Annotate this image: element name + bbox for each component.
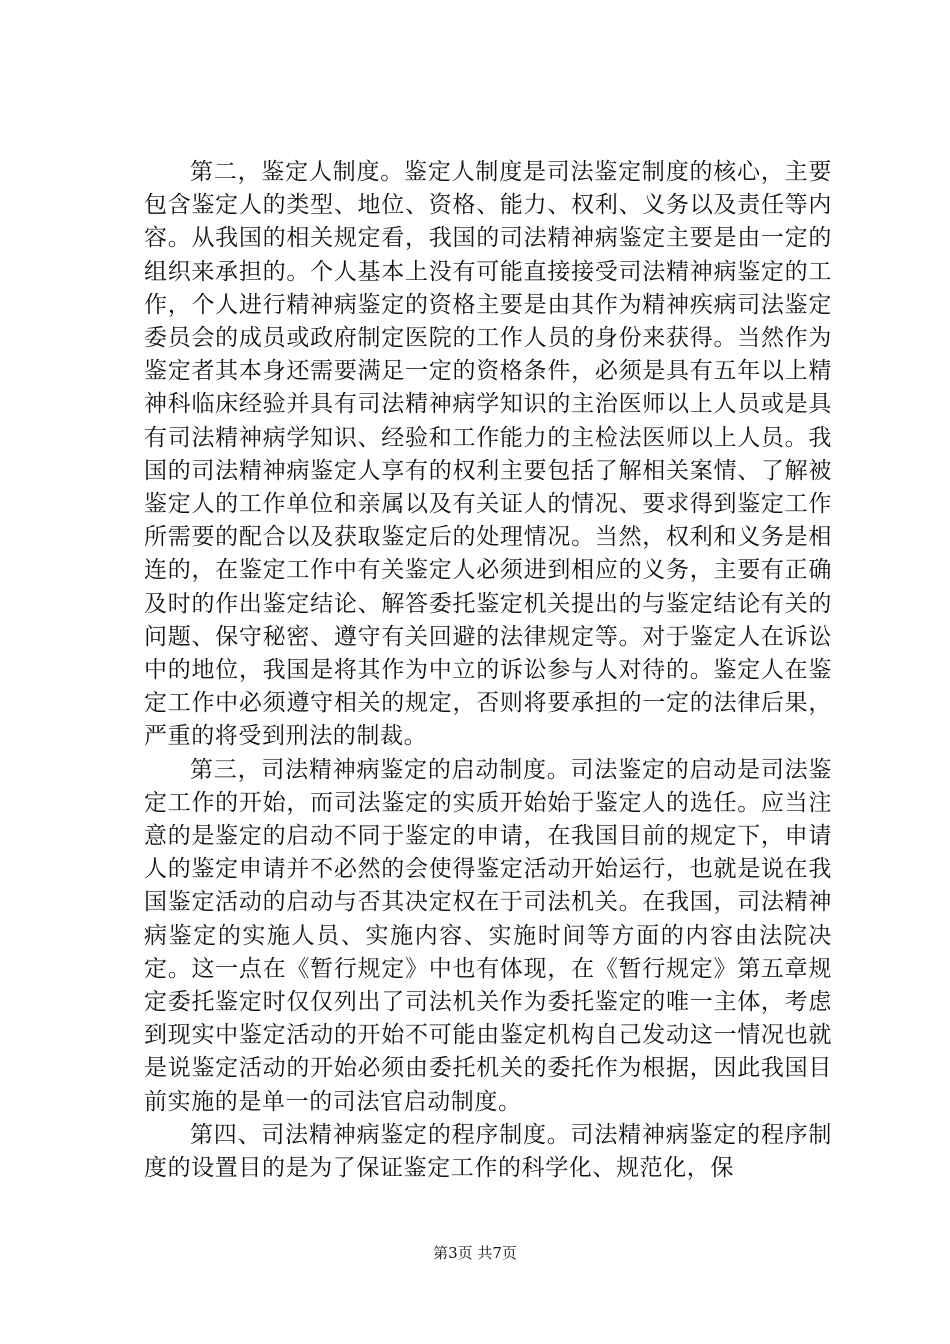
- paragraph-procedure-system: 第四、司法精神病鉴定的程序制度。司法精神病鉴定的程序制度的设置目的是为了保证鉴定工作的科学化、规范化，保: [144, 1121, 832, 1182]
- document-body: [144, 156, 832, 1185]
- paragraph-appraiser-system: 第二，鉴定人制度。鉴定人制度是司法鉴定制度的核心，主要包含鉴定人的类型、地位、资格、能力、权利、义务以及责任等内容。从我国的相关规定看，我国的司法精神病鉴定主要是由一定的组织来承担的。个人基本上没有可能直接接受司法精神病鉴定的工作，个人进行精神病鉴定的资格主要是由其作为精神疾病司法鉴定委员会的成员或政府制定医院的工作人员的身份来获得。当然作为鉴定者其本身还需要满足一定的资格条件，必须是具有五年以上精神科临床经验并具有司法精神病学知识的主治医师以上人员或是具有司法精神病学知识、经验和工作能力的主检法医师以上人员。我国的司法精神病鉴定人享有的权利主要包括了解相关案情、了解被鉴定人的工作单位和亲属以及有关证人的情况、要求得到鉴定工作所需要的配合以及获取鉴定后的处理情况。当然，权利和义务是相连的，在鉴定工作中有关鉴定人必须进到相应的义务，主要有正确及时的作出鉴定结论、解答委托鉴定机关提出的与鉴定结论有关的问题、保守秘密、遵守有关回避的法律规定等。对于鉴定人在诉讼中的地位，我国是将其作为中立的诉讼参与人对待的。鉴定人在鉴定工作中必须遵守相关的规定，否则将要承担的一定的法律后果，严重的将受到刑法的制裁。: [144, 159, 832, 750]
- page-number-footer: 第3页 共7页: [433, 1244, 517, 1262]
- paragraph-initiation-system: 第三，司法精神病鉴定的启动制度。司法鉴定的启动是司法鉴定工作的开始，而司法鉴定的实质开始始于鉴定人的选任。应当注意的是鉴定的启动不同于鉴定的申请，在我国目前的规定下，申请人的鉴定申请并不必然的会使得鉴定活动开始运行，也就是说在我国鉴定活动的启动与否其决定权在于司法机关。在我国，司法精神病鉴定的实施人员、实施内容、实施时间等方面的内容由法院决定。这一点在《暂行规定》中也有体现，在《暂行规定》第五章规定委托鉴定时仅仅列出了司法机关作为委托鉴定的唯一主体，考虑到现实中鉴定活动的开始不可能由鉴定机构自己发动这一情况也就是说鉴定活动的开始必须由委托机关的委托作为根据，因此我国目前实施的是单一的司法官启动制度。: [144, 756, 832, 1115]
